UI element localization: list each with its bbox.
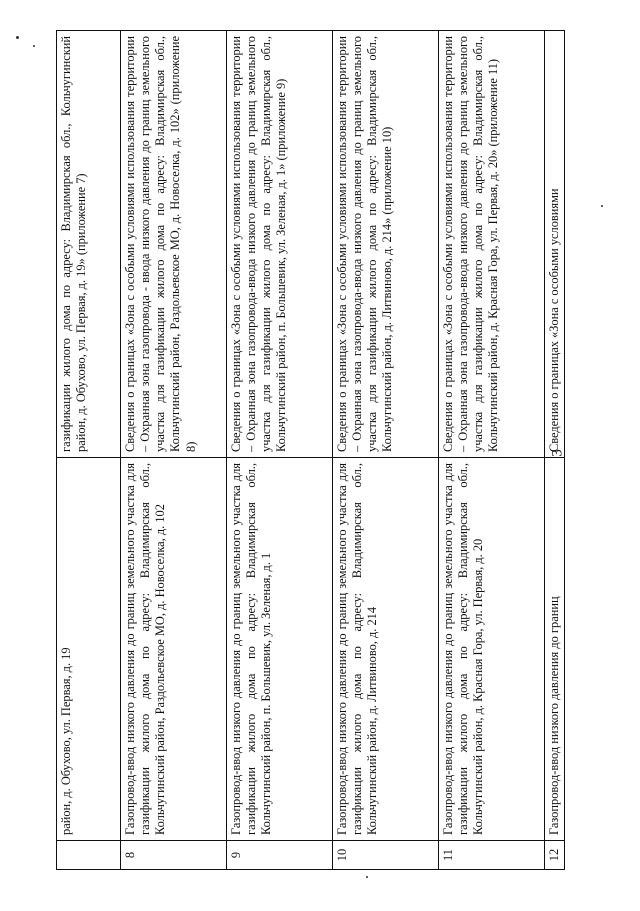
scan-speck <box>16 36 19 39</box>
row-number <box>57 841 121 870</box>
page-number: 3 <box>549 449 566 457</box>
object-description: Газопровод-ввод низкого давления до границ земельного участка для газификации жилого дома по адресу: Владимирская обл., Кольчугинский район, Раздольевское МО, д. Новоселка, д. 102 <box>121 458 227 841</box>
table-row <box>227 31 333 870</box>
row-number: 9 <box>227 841 333 870</box>
row-number: 12 <box>545 841 565 870</box>
scan-speck <box>366 876 368 878</box>
rotated-table-container <box>56 30 561 870</box>
scan-speck <box>601 205 603 207</box>
table-row <box>333 31 439 870</box>
object-description: район, д. Обухово, ул. Первая, д. 19 <box>57 458 121 841</box>
zone-info: Сведения о границах «Зона с особыми условиями использования территории – Охранная зона газопровода-ввода низкого давления до границ земельного участка для газификации жилого дома по адресу: Владимирская обл., Кольчугинский район, п. Большевик, ул. Зеленая, д. 1» (приложение 9) <box>227 31 333 458</box>
object-description: Газопровод-ввод низкого давления до границ земельного участка для газификации жилого дома по адресу: Владимирская обл., Кольчугинский район, д. Литвиново, д. 214 <box>333 458 439 841</box>
table-row <box>545 31 565 870</box>
zone-info: Сведения о границах «Зона с особыми условиями <box>545 31 565 458</box>
table-row <box>121 31 227 870</box>
table-row <box>439 31 545 870</box>
object-description: Газопровод-ввод низкого давления до границ <box>545 458 565 841</box>
object-description: Газопровод-ввод низкого давления до границ земельного участка для газификации жилого дома по адресу: Владимирская обл., Кольчугинский район, п. Большевик, ул. Зеленая, д. 1 <box>227 458 333 841</box>
zone-info: газификации жилого дома по адресу: Владимирская обл., Кольчугинский район, д. Обухово, ул. Первая, д. 19» (приложение 7) <box>57 31 121 458</box>
row-number: 8 <box>121 841 227 870</box>
register-table <box>56 30 565 870</box>
zone-info: Сведения о границах «Зона с особыми условиями использования территории – Охранная зона газопровода-ввода низкого давления до границ земельного участка для газификации жилого дома по адресу: Владимирская обл., Кольчугинский район, д. Красная Гора, ул. Первая, д. 20» (приложение 11) <box>439 31 545 458</box>
object-description: Газопровод-ввод низкого давления до границ земельного участка для газификации жилого дома по адресу: Владимирская обл., Кольчугинский район, д. Красная Гора, ул. Первая, д. 20 <box>439 458 545 841</box>
scan-speck <box>33 45 35 47</box>
zone-info: Сведения о границах «Зона с особыми условиями использования территории – Охранная зона газопровода-ввода низкого давления до границ земельного участка для газификации жилого дома по адресу: Владимирская обл., Кольчугинский район, д. Литвиново, д. 214» (приложение 10) <box>333 31 439 458</box>
row-number: 10 <box>333 841 439 870</box>
row-number: 11 <box>439 841 545 870</box>
table-row <box>57 31 121 870</box>
zone-info: Сведения о границах «Зона с особыми условиями использования территории – Охранная зона газопровода - ввода низкого давления до границ земельного участка для газификации жилого дома по адресу: Владимирская обл., Кольчугинский район, Раздольевское МО, д. Новоселка, д. 102» (приложение 8) <box>121 31 227 458</box>
